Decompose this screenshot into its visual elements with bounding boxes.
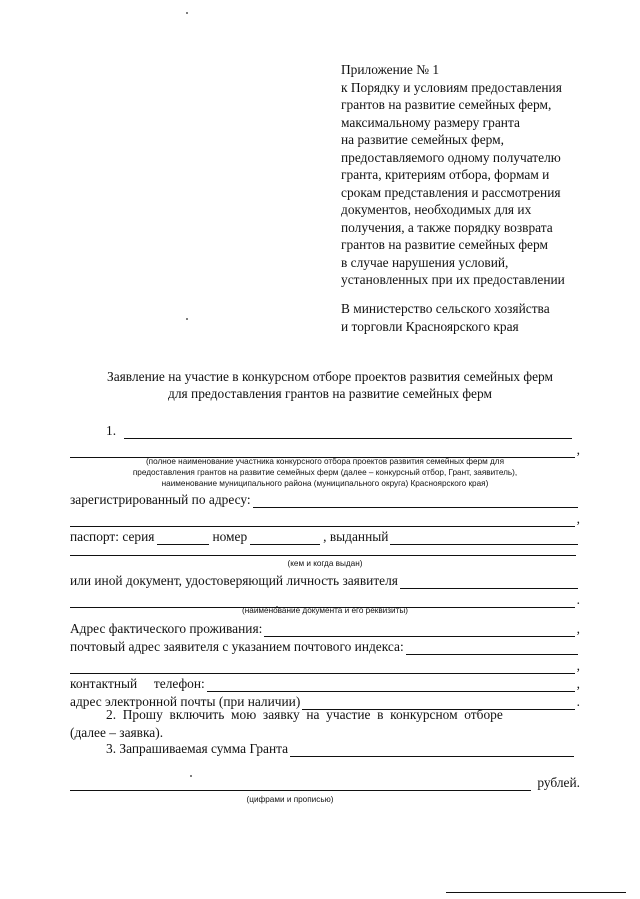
appendix-line: предоставляемого одному получателю (341, 149, 561, 165)
comma: , (576, 442, 580, 457)
actual-address-row (70, 619, 580, 637)
comma: , (576, 511, 580, 526)
grant-amount-row (70, 739, 580, 757)
appendix-line: установленных при их предоставлении (341, 272, 565, 287)
registered-address-field[interactable] (253, 494, 578, 508)
comma: , (576, 676, 580, 691)
passport-number-label: номер (212, 529, 248, 544)
postal-address-label: почтовый адрес заявителя с указанием почтового индекса: (70, 639, 404, 654)
postal-address-field-2[interactable] (70, 660, 575, 674)
caption-document: (наименование документа и его реквизиты) (242, 606, 408, 615)
other-document-label: или иной документ, удостоверяющий личность заявителя (70, 573, 398, 588)
item-1-number: 1. (106, 423, 117, 438)
caption-applicant: (полное наименование участника конкурсного отбора проектов развития семейных ферм для предоставления грантов на развитие семейных ферм (далее – конкурсный отбор, Грант, заявитель), наименование муниципального района (муниципального округа) Красноярского края) (132, 457, 518, 488)
other-document-field[interactable] (400, 575, 578, 589)
document-title-line-2: для предоставления грантов на развитие семейных ферм (168, 386, 492, 401)
appendix-line: документов, необходимых для их (341, 202, 532, 217)
addressee-block (341, 300, 550, 335)
appendix-line: в случае нарушения условий, (341, 254, 509, 270)
postal-address-field[interactable] (406, 641, 578, 655)
email-label: адрес электронной почты (при наличии) (70, 694, 301, 709)
grant-amount-label: 3. Запрашиваемая сумма Гранта (106, 741, 289, 756)
grant-amount-field-2[interactable] (70, 777, 531, 791)
passport-row (70, 527, 580, 545)
phone-label: контактный телефон: (70, 676, 205, 691)
item-2-continuation: (далее – заявка). (70, 725, 164, 740)
appendix-line: гранта, критериям отбора, формам и (341, 167, 550, 182)
appendix-line: грантов на развитие семейных ферм, (341, 97, 552, 112)
addressee-line: и торговли Красноярского края (341, 318, 519, 334)
appendix-line: на развитие семейных ферм, (341, 132, 504, 147)
passport-issued-label: , выданный (323, 529, 389, 544)
scan-speck (186, 12, 188, 14)
other-document-row (70, 571, 580, 589)
registered-address-row (70, 490, 580, 508)
document-title-line-1: Заявление на участие в конкурсном отборе проектов развития семейных ферм (107, 369, 553, 384)
phone-row (70, 674, 580, 692)
postal-address-row (70, 637, 580, 655)
period: . (576, 592, 580, 607)
footer-line (446, 892, 626, 893)
comma: , (576, 621, 580, 636)
addressee-line: В министерство сельского хозяйства (341, 301, 550, 316)
period: . (576, 694, 580, 709)
passport-series-label: паспорт: серия (70, 529, 155, 544)
appendix-line: к Порядку и условиям предоставления (341, 79, 562, 95)
grant-amount-row-2 (70, 773, 580, 791)
appendix-line: получения, а также порядку возврата (341, 219, 553, 235)
grant-amount-field[interactable] (290, 743, 574, 757)
appendix-line: Приложение № 1 (341, 62, 440, 77)
caption-issued-by: (кем и когда выдан) (287, 559, 363, 568)
caption-amount: (цифрами и прописью) (246, 795, 334, 804)
appendix-line: максимальному размеру гранта (341, 114, 520, 130)
appendix-header (341, 61, 631, 289)
actual-address-label: Адрес фактического проживания: (70, 621, 263, 636)
registered-address-row-2 (70, 509, 580, 527)
item-2-text: 2. Прошу включить мою заявку на участие в конкурсном отборе (106, 707, 503, 722)
registered-address-label: зарегистрированный по адресу: (70, 492, 251, 507)
postal-address-row-2 (70, 656, 580, 674)
comma: , (576, 658, 580, 673)
appendix-line: срокам представления и рассмотрения (341, 184, 561, 200)
scan-speck (186, 318, 188, 320)
passport-number-field[interactable] (250, 531, 320, 545)
applicant-name-row (70, 421, 580, 439)
issued-by-line[interactable] (70, 555, 576, 556)
actual-address-field[interactable] (264, 623, 574, 637)
phone-field[interactable] (207, 678, 575, 692)
rubles-label: рублей. (537, 775, 580, 790)
passport-issued-field[interactable] (390, 531, 578, 545)
passport-series-field[interactable] (157, 531, 209, 545)
appendix-line: грантов на развитие семейных ферм (341, 237, 548, 252)
applicant-name-field[interactable] (124, 425, 572, 439)
registered-address-field-2[interactable] (70, 513, 575, 527)
